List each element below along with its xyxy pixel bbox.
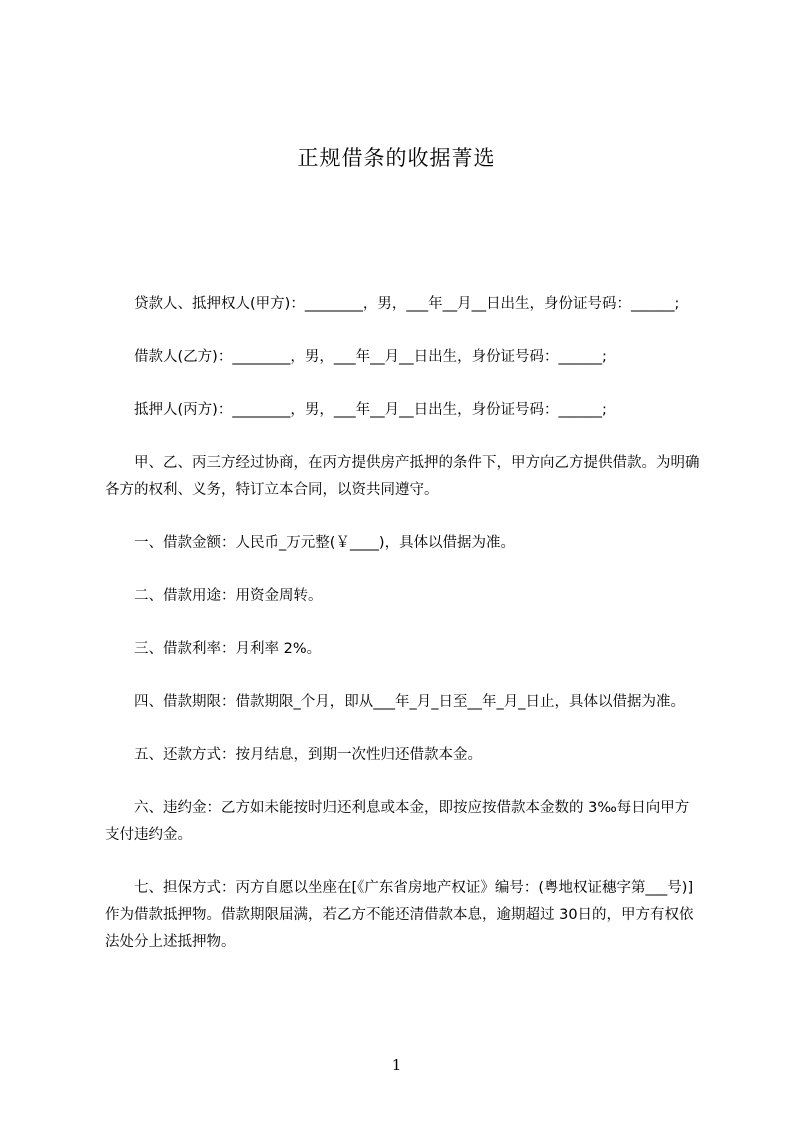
page-title: 正规借条的收据菁选: [297, 146, 496, 170]
clause-guarantee: 七、担保方式：丙方自愿以坐座在[《广东省房地产权证》编号：(粤地权证穗字第___号)]作为借款抵押物。借款期限届满，若乙方不能还清借款本息，逾期超过 30日的，甲方有权依法处分上述抵押物。: [105, 880, 694, 950]
paragraph-mortgagor: 抵押人(丙方)：________，男，___年__月__日出生，身份证号码：______;: [134, 402, 607, 418]
clause-interest-rate: 三、借款利率：月利率 2%。: [134, 641, 322, 657]
paragraph-borrower: 借款人(乙方)：________，男，___年__月__日出生，身份证号码：______;: [134, 349, 607, 365]
paragraph-preamble: 甲、乙、丙三方经过协商，在丙方提供房产抵押的条件下，甲方向乙方提供借款。为明确各方的权利、义务，特订立本合同，以资共同遵守。: [105, 455, 700, 498]
page-number: 1: [391, 1056, 402, 1074]
clause-loan-purpose: 二、借款用途：用资金周转。: [134, 588, 323, 604]
clause-loan-amount: 一、借款金额：人民币_万元整(￥____)，具体以借据为准。: [134, 535, 516, 551]
paragraph-lender: 贷款人、抵押权人(甲方)：________，男，___年__月__日出生，身份证号码：______;: [134, 296, 680, 312]
clause-loan-term: 四、借款期限：借款期限_个月，即从___年_月_日至__年_月_日止，具体以借据为准。: [134, 694, 685, 710]
clause-repayment: 五、还款方式：按月结息，到期一次性归还借款本金。: [134, 747, 482, 763]
clause-penalty: 六、违约金：乙方如未能按时归还利息或本金，即按应按借款本金数的 3‰每日向甲方支付违约金。: [105, 800, 690, 843]
document-body: [105, 291, 701, 982]
